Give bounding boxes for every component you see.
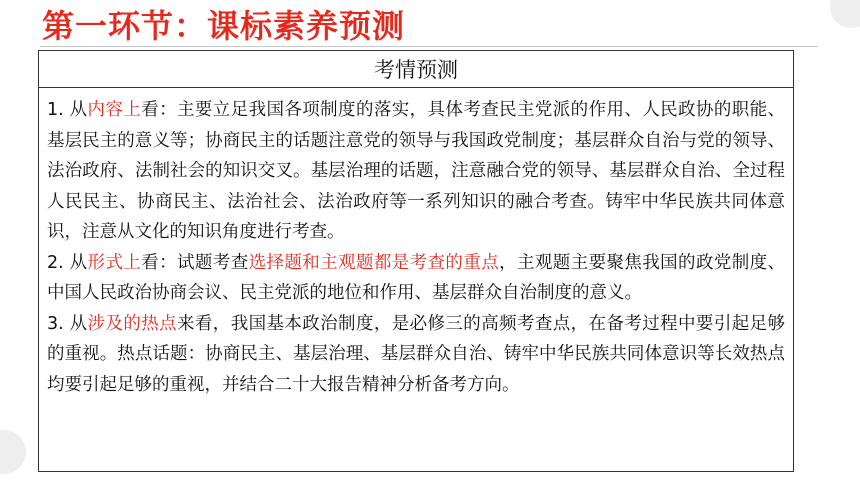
- decorative-circle-top-right: [830, 0, 860, 28]
- page-title: 第一环节：课标素养预测: [42, 7, 406, 45]
- item-prefix: 2. 从: [47, 252, 88, 273]
- item-text: ，主观题主要聚焦我国的政党制度、中国人民政治协商会议、民主党派的地位和作用、基层群众自治制度的意义。: [47, 252, 786, 303]
- decorative-circle-bottom-left: [0, 430, 26, 474]
- item-mid: 看：试题考查: [141, 252, 249, 273]
- item-highlight: 内容上: [87, 100, 142, 120]
- item-text: 来看，我国基本政治制度，是必修三的高频考查点，在备考过程中要引起足够的重视。热点话题：协商民主、基层治理、基层群众自治、铸牢中华民族共同体意识等长效热点均要引起足够的重视，并结合二十大报告精神分析备考方向。: [47, 313, 785, 395]
- forecast-item-hotspot: [47, 309, 785, 401]
- item-text: 看：主要立足我国各项制度的落实，具体考查民主党派的作用、人民政协的职能、基层民主的意义等；协商民主的话题注意党的领导与我国政党制度；基层群众自治与党的领导、法治政府、法制社会的知识交叉。基层治理的话题，注意融合党的领导、基层群众自治、全过程人民民主、协商民主、法治社会、法治政府等一系列知识的融合考查。铸牢中华民族共同体意识，注意从文化的知识角度进行考查。: [47, 100, 785, 242]
- item-highlight-2: 选择题和主观题都是考查的重点: [248, 252, 500, 273]
- forecast-item-form: [47, 248, 785, 309]
- forecast-table: [38, 50, 794, 472]
- item-highlight: 涉及的热点: [87, 313, 178, 334]
- forecast-item-content: [47, 95, 785, 248]
- item-prefix: 1. 从: [47, 100, 88, 120]
- table-header: 考情预测: [39, 51, 793, 88]
- item-highlight: 形式上: [87, 252, 142, 273]
- title-divider: [40, 46, 818, 47]
- table-body: [39, 88, 793, 400]
- item-prefix: 3. 从: [47, 313, 88, 334]
